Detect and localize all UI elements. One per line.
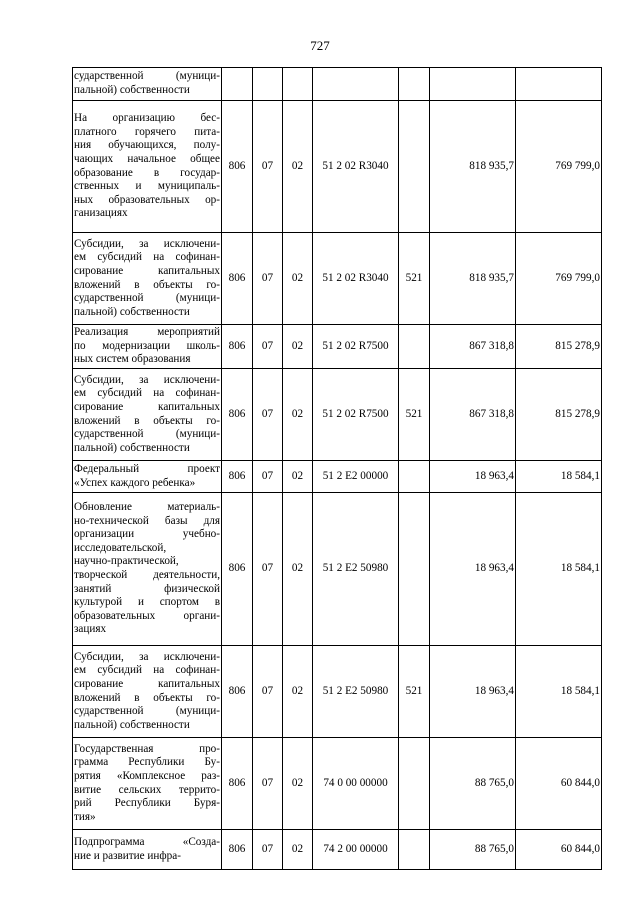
row-name-line: сударственной (муници- (74, 705, 220, 718)
sum-year-1: 818 935,7 (430, 233, 516, 325)
row-name-line: ных образовательных ор- (74, 193, 220, 206)
sum-year-1: 88 765,0 (430, 830, 516, 870)
row-name-line: сударственной (муници- (74, 428, 220, 441)
expense-type (399, 738, 430, 830)
section-code: 07 (253, 233, 283, 325)
table-row (73, 101, 602, 233)
ministry-code: 806 (222, 830, 253, 870)
expense-type (399, 68, 430, 101)
subsection-code: 02 (283, 830, 313, 870)
row-name-line: витие сельских террито- (74, 783, 220, 796)
row-name (73, 461, 222, 493)
sum-year-1: 818 935,7 (430, 101, 516, 233)
subsection-code: 02 (283, 325, 313, 369)
row-name-line: сударственной (муници- (74, 292, 220, 305)
row-name-line: пальной) собственности (74, 718, 190, 731)
section-code: 07 (253, 830, 283, 870)
sum-year-2: 18 584,1 (516, 646, 602, 738)
expense-type: 521 (399, 369, 430, 461)
expense-type (399, 325, 430, 369)
row-name-line: сирование капитальных (74, 400, 220, 413)
row-name-line: сударственной (муници- (74, 70, 220, 83)
sum-year-2: 18 584,1 (516, 493, 602, 646)
ministry-code: 806 (222, 461, 253, 493)
subsection-code: 02 (283, 461, 313, 493)
target-article: 51 2 02 R7500 (313, 325, 399, 369)
row-name (73, 369, 222, 461)
subsection-code: 02 (283, 646, 313, 738)
section-code: 07 (253, 493, 283, 646)
target-article: 74 0 00 00000 (313, 738, 399, 830)
table-row (73, 646, 602, 738)
row-name-line: Субсидии, за исключени- (74, 237, 220, 250)
table-row (73, 461, 602, 493)
row-name-line: рий Республики Буря- (74, 797, 220, 810)
row-name-line: образование в государ- (74, 166, 220, 179)
ministry-code: 806 (222, 738, 253, 830)
expense-type: 521 (399, 646, 430, 738)
table-row (73, 738, 602, 830)
sum-year-2: 18 584,1 (516, 461, 602, 493)
row-name-line: ганизациях (74, 207, 128, 220)
target-article: 51 2 02 R7500 (313, 369, 399, 461)
row-name-line: творческой деятельности, (74, 569, 220, 581)
sum-year-1 (430, 68, 516, 101)
sum-year-1: 867 318,8 (430, 325, 516, 369)
row-name-line: Федеральный проект (74, 462, 220, 475)
sum-year-1: 88 765,0 (430, 738, 516, 830)
row-name (73, 493, 222, 646)
ministry-code: 806 (222, 646, 253, 738)
row-name-line: грамма Республики Бу- (74, 756, 220, 769)
ministry-code: 806 (222, 101, 253, 233)
section-code (253, 68, 283, 101)
row-name-line: чающих начальное общее (74, 152, 220, 165)
target-article: 74 2 00 00000 (313, 830, 399, 870)
sum-year-2 (516, 68, 602, 101)
row-name-line: пальной) собственности (74, 441, 190, 454)
ministry-code (222, 68, 253, 101)
sum-year-1: 867 318,8 (430, 369, 516, 461)
row-name-line: ем субсидий на софинан- (74, 387, 220, 400)
row-name-line: ем субсидий на софинан- (74, 664, 220, 677)
subsection-code: 02 (283, 738, 313, 830)
expense-type (399, 493, 430, 646)
row-name-line: научно-практической, (74, 555, 179, 568)
subsection-code: 02 (283, 101, 313, 233)
subsection-code: 02 (283, 493, 313, 646)
sum-year-2: 60 844,0 (516, 830, 602, 870)
row-name-line: Субсидии, за исключени- (74, 373, 220, 386)
sum-year-2: 60 844,0 (516, 738, 602, 830)
budget-table (72, 67, 602, 870)
sum-year-1: 18 963,4 (430, 461, 516, 493)
row-name-line: образовательных органи- (74, 609, 220, 622)
row-name-line: платного горячего пита- (74, 125, 220, 138)
row-name (73, 68, 222, 101)
table-row (73, 233, 602, 325)
row-name-line: но-технической базы для (74, 514, 220, 527)
table-row (73, 493, 602, 646)
row-name-line: ем субсидий на софинан- (74, 251, 220, 264)
target-article (313, 68, 399, 101)
row-name-line: «Успех каждого ребенка» (74, 476, 196, 489)
row-name-line: культурой и спортом в (74, 596, 220, 609)
target-article: 51 2 E2 50980 (313, 493, 399, 646)
table-body (73, 68, 602, 870)
sum-year-2: 769 799,0 (516, 101, 602, 233)
target-article: 51 2 E2 00000 (313, 461, 399, 493)
section-code: 07 (253, 369, 283, 461)
target-article: 51 2 E2 50980 (313, 646, 399, 738)
expense-type (399, 101, 430, 233)
subsection-code (283, 68, 313, 101)
table-row (73, 68, 602, 101)
row-name-line: сирование капитальных (74, 264, 220, 277)
row-name (73, 325, 222, 369)
row-name-line: Подпрограмма «Созда- (74, 835, 220, 848)
row-name-line: Обновление материаль- (74, 501, 220, 514)
row-name-line: организации учебно- (74, 528, 220, 541)
section-code: 07 (253, 646, 283, 738)
row-name-line: ных систем образования (74, 353, 191, 366)
section-code: 07 (253, 325, 283, 369)
row-name-line: ственных и муниципаль- (74, 180, 220, 193)
ministry-code: 806 (222, 325, 253, 369)
row-name (73, 646, 222, 738)
row-name-line: тия» (74, 810, 96, 823)
target-article: 51 2 02 R3040 (313, 101, 399, 233)
row-name (73, 738, 222, 830)
row-name-line: пальной) собственности (74, 84, 190, 96)
table-row (73, 369, 602, 461)
row-name-line: ния обучающихся, полу- (74, 139, 220, 152)
section-code: 07 (253, 101, 283, 233)
sum-year-2: 769 799,0 (516, 233, 602, 325)
expense-type (399, 461, 430, 493)
row-name-line: Государственная про- (74, 742, 220, 755)
row-name-line: по модернизации школь- (74, 339, 220, 352)
row-name-line: рятия «Комплексное раз- (74, 769, 220, 782)
row-name-line: зациях (74, 623, 107, 636)
target-article: 51 2 02 R3040 (313, 233, 399, 325)
sum-year-1: 18 963,4 (430, 646, 516, 738)
row-name (73, 101, 222, 233)
section-code: 07 (253, 461, 283, 493)
ministry-code: 806 (222, 233, 253, 325)
row-name-line: сирование капитальных (74, 677, 220, 690)
subsection-code: 02 (283, 233, 313, 325)
row-name-line: занятий физической (74, 582, 220, 595)
row-name-line: исследовательской, (74, 541, 167, 554)
section-code: 07 (253, 738, 283, 830)
table-row (73, 325, 602, 369)
expense-type: 521 (399, 233, 430, 325)
row-name-line: Реализация мероприятий (74, 326, 220, 339)
row-name (73, 830, 222, 870)
table-row (73, 830, 602, 870)
row-name (73, 233, 222, 325)
row-name-line: Субсидии, за исключени- (74, 650, 220, 663)
row-name-line: вложений в объекты го- (74, 278, 220, 291)
row-name-line: На организацию бес- (74, 112, 220, 125)
row-name-line: пальной) собственности (74, 305, 190, 318)
row-name-line: вложений в объекты го- (74, 691, 220, 704)
ministry-code: 806 (222, 369, 253, 461)
row-name-line: ние и развитие инфра- (74, 849, 181, 862)
page-number: 727 (310, 38, 330, 53)
subsection-code: 02 (283, 369, 313, 461)
ministry-code: 806 (222, 493, 253, 646)
sum-year-1: 18 963,4 (430, 493, 516, 646)
sum-year-2: 815 278,9 (516, 325, 602, 369)
sum-year-2: 815 278,9 (516, 369, 602, 461)
row-name-line: вложений в объекты го- (74, 414, 220, 427)
expense-type (399, 830, 430, 870)
